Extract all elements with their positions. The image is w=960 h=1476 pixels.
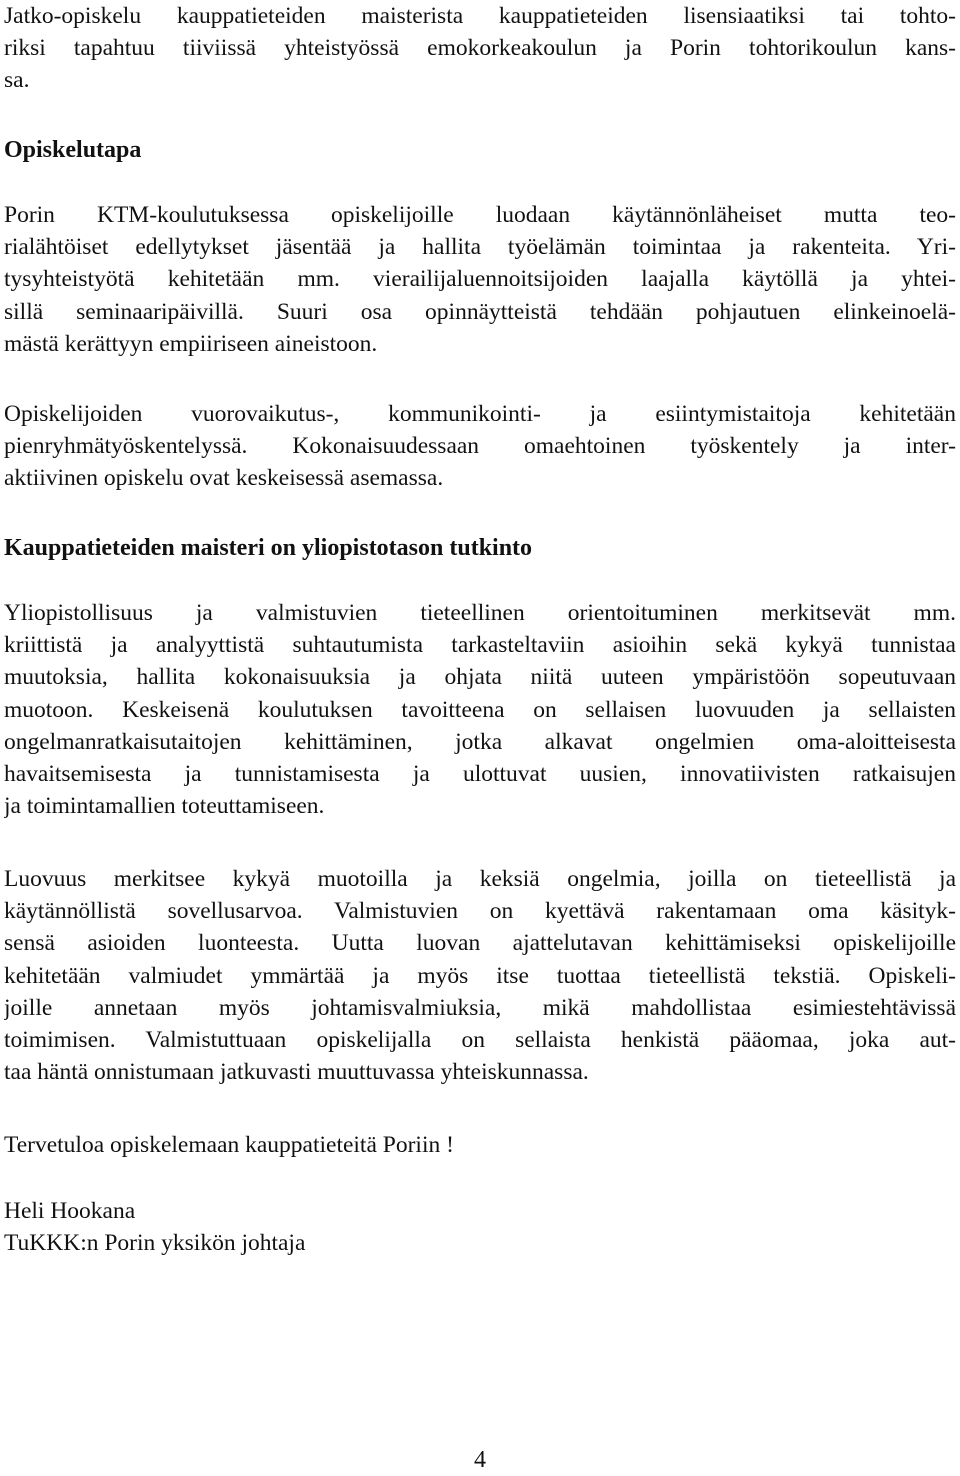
paragraph-line: mästä kerättyyn empiiriseen aineistoon. [4, 330, 378, 357]
intro-paragraph [4, 0, 956, 97]
paragraph-line: Porin KTM-koulutuksessa opiskelijoille luodaan käytännönläheiset mutta teo- [4, 202, 956, 228]
paragraph-line: ja toimintamallien toteuttamiseen. [4, 793, 325, 820]
maisteri-paragraph-2 [4, 863, 956, 1088]
intro-line: riksi tapahtuu tiiviissä yhteistyössä emokorkeakoulun ja Porin tohtorikoulun kans- [4, 35, 956, 62]
signature-title: TuKKK:n Porin yksikön johtaja [4, 1230, 306, 1257]
paragraph-line: käytännöllistä sovellusarvoa. Valmistuvien on kyettävä rakentamaan oma käsityk- [4, 898, 956, 925]
signature-name: Heli Hookana [4, 1198, 136, 1224]
paragraph-line: muutoksia, hallita kokonaisuuksia ja ohjata niitä uuteen ympäristöön sopeutuvaan [4, 664, 956, 691]
opiskelutapa-paragraph-2 [4, 398, 956, 495]
intro-line: sa. [4, 67, 30, 94]
welcome-line [4, 1129, 956, 1161]
paragraph-line: sensä asioiden luonteesta. Uutta luovan ajattelutavan kehittämiseksi opiskelijoille [4, 930, 956, 957]
paragraph-line: Opiskelijoiden vuorovaikutus-, kommunikointi- ja esiintymistaitoja kehitetään [4, 401, 956, 427]
intro-line: Jatko-opiskelu kauppatieteiden maisterista kauppatieteiden lisensiaatiksi tai tohto- [4, 3, 956, 29]
paragraph-line: pienryhmätyöskentelyssä. Kokonaisuudessaan omaehtoinen työskentely ja inter- [4, 433, 956, 460]
opiskelutapa-paragraph-1 [4, 199, 956, 360]
paragraph-line: rialähtöiset edellytykset jäsentää ja hallita työelämän toimintaa ja rakenteita. Yri- [4, 234, 956, 261]
welcome-text: Tervetuloa opiskelemaan kauppatieteitä Poriin ! [4, 1132, 454, 1158]
paragraph-line: toimimisen. Valmistuttuaan opiskelijalla on sellaista henkistä pääomaa, joka aut- [4, 1026, 956, 1053]
maisteri-paragraph-1 [4, 597, 956, 822]
paragraph-line: sillä seminaaripäivillä. Suuri osa opinnäytteistä tehdään pohjautuen elinkeinoelä- [4, 298, 956, 325]
paragraph-line: Yliopistollisuus ja valmistuvien tieteellinen orientoituminen merkitsevät mm. [4, 600, 956, 626]
paragraph-line: Luovuus merkitsee kykyä muotoilla ja keksiä ongelmia, joilla on tieteellistä ja [4, 866, 956, 892]
section-heading-maisteri: Kauppatieteiden maisteri on yliopistotason tutkinto [4, 535, 533, 561]
paragraph-line: ongelmanratkaisutaitojen kehittäminen, jotka alkavat ongelmien oma-aloitteisesta [4, 728, 956, 755]
paragraph-line: kriittistä ja analyyttistä suhtautumista tarkasteltaviin asioihin sekä kykyä tunnistaa [4, 632, 956, 659]
paragraph-line: joille annetaan myös johtamisvalmiuksia, mikä mahdollistaa esimiestehtävissä [4, 994, 956, 1021]
signature [4, 1195, 956, 1259]
paragraph-line: taa häntä onnistumaan jatkuvasti muuttuvassa yhteiskunnassa. [4, 1059, 589, 1086]
paragraph-line: tysyhteistyötä kehitetään mm. vierailijaluennoitsijoiden laajalla käytöllä ja yhtei- [4, 266, 956, 293]
paragraph-line: muotoon. Keskeisenä koulutuksen tavoitteena on sellaisen luovuuden ja sellaisten [4, 696, 956, 723]
page-number: 4 [474, 1447, 486, 1473]
paragraph-line: havaitsemisesta ja tunnistamisesta ja ulottuvat uusien, innovatiivisten ratkaisujen [4, 760, 956, 787]
paragraph-line: aktiivinen opiskelu ovat keskeisessä asemassa. [4, 465, 444, 492]
paragraph-line: kehitetään valmiudet ymmärtää ja myös itse tuottaa tieteellistä tekstiä. Opiskeli- [4, 962, 956, 989]
section-heading-opiskelutapa: Opiskelutapa [4, 137, 142, 163]
